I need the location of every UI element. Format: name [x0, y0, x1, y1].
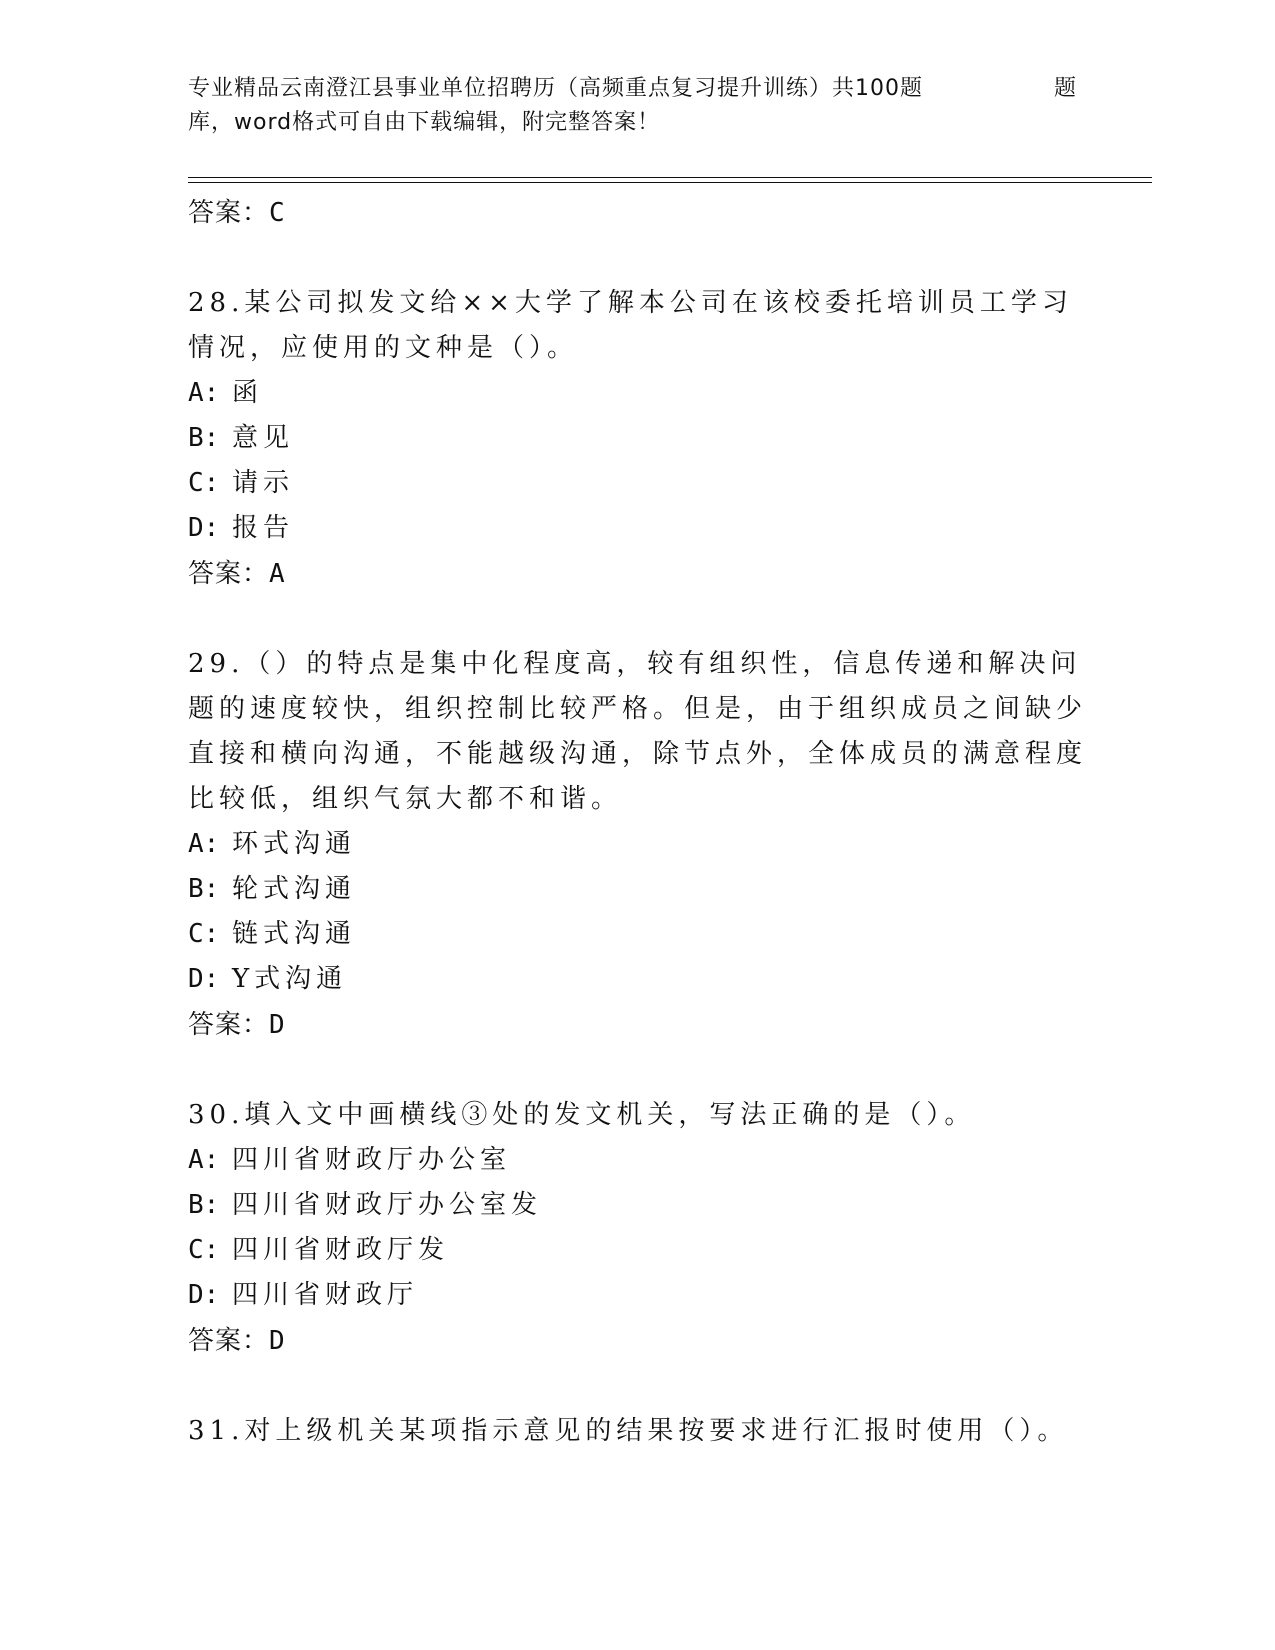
answer-line — [188, 1002, 1088, 1048]
option-d — [188, 1273, 1088, 1318]
question-text: 30.填入文中画横线③处的发文机关，写法正确的是（）。 — [188, 1100, 976, 1130]
option-b — [188, 416, 1088, 461]
option-text: 函 — [232, 378, 264, 408]
answer-label: 答案： — [188, 198, 270, 228]
option-c — [188, 461, 1088, 506]
option-c — [188, 1228, 1088, 1273]
answer-label: 答案： — [188, 1326, 270, 1356]
question-content — [188, 190, 1088, 1454]
option-text: 环式沟通 — [232, 829, 357, 859]
option-a — [188, 371, 1088, 416]
spacer — [188, 1364, 1088, 1409]
answer-label: 答案： — [188, 1010, 270, 1040]
option-text: 报告 — [232, 513, 295, 543]
option-text: 轮式沟通 — [232, 874, 357, 904]
option-text: 请示 — [232, 468, 295, 498]
page-header — [188, 72, 1148, 140]
option-text: Y式沟通 — [232, 964, 348, 994]
option-key: D: — [188, 964, 220, 994]
option-a — [188, 1138, 1088, 1183]
answer-line — [188, 190, 1088, 236]
question-text: 28.某公司拟发文给××大学了解本公司在该校委托培训员工学习情况，应使用的文种是（）。 — [188, 288, 1073, 363]
option-key: B: — [188, 1190, 220, 1220]
option-key: B: — [188, 423, 220, 453]
option-b — [188, 867, 1088, 912]
option-text: 意见 — [232, 423, 295, 453]
option-text: 四川省财政厅办公室 — [232, 1145, 512, 1175]
answer-line — [188, 1318, 1088, 1364]
option-key: C: — [188, 468, 220, 498]
answer-value: C — [269, 198, 286, 228]
header-line-1 — [188, 72, 1148, 106]
option-key: C: — [188, 1235, 220, 1265]
option-text: 四川省财政厅办公室发 — [232, 1190, 543, 1220]
option-d — [188, 957, 1088, 1002]
option-key: A: — [188, 829, 220, 859]
option-key: A: — [188, 378, 220, 408]
option-text: 四川省财政厅 — [232, 1280, 419, 1310]
option-key: B: — [188, 874, 220, 904]
header-divider-bottom — [188, 182, 1152, 183]
spacer — [188, 236, 1088, 281]
option-text: 链式沟通 — [232, 919, 357, 949]
option-a — [188, 822, 1088, 867]
answer-label: 答案： — [188, 559, 270, 589]
option-key: C: — [188, 919, 220, 949]
answer-value: D — [269, 1326, 286, 1356]
option-key: D: — [188, 513, 220, 543]
spacer — [188, 597, 1088, 642]
spacer — [188, 1048, 1088, 1093]
option-text: 四川省财政厅发 — [232, 1235, 450, 1265]
header-line-2: 库，word格式可自由下载编辑，附完整答案！ — [188, 110, 661, 135]
header-title: 专业精品云南澄江县事业单位招聘历（高频重点复习提升训练）共100题 — [188, 76, 923, 101]
option-key: A: — [188, 1145, 220, 1175]
option-key: D: — [188, 1280, 220, 1310]
answer-value: D — [269, 1010, 286, 1040]
question-text: 29.（）的特点是集中化程度高，较有组织性，信息传递和解决问题的速度较快，组织控制比较严格。但是，由于组织成员之间缺少直接和横向沟通，不能越级沟通，除节点外，全体成员的满意程度比较低，组织气氛大都不和谐。 — [188, 649, 1088, 814]
answer-value: A — [269, 559, 286, 589]
question-text: 31.对上级机关某项指示意见的结果按要求进行汇报时使用（）。 — [188, 1416, 1069, 1446]
option-d — [188, 506, 1088, 551]
option-c — [188, 912, 1088, 957]
answer-line — [188, 551, 1088, 597]
header-divider-top — [188, 177, 1152, 178]
header-title-tail: 题 — [1054, 76, 1078, 101]
option-b — [188, 1183, 1088, 1228]
